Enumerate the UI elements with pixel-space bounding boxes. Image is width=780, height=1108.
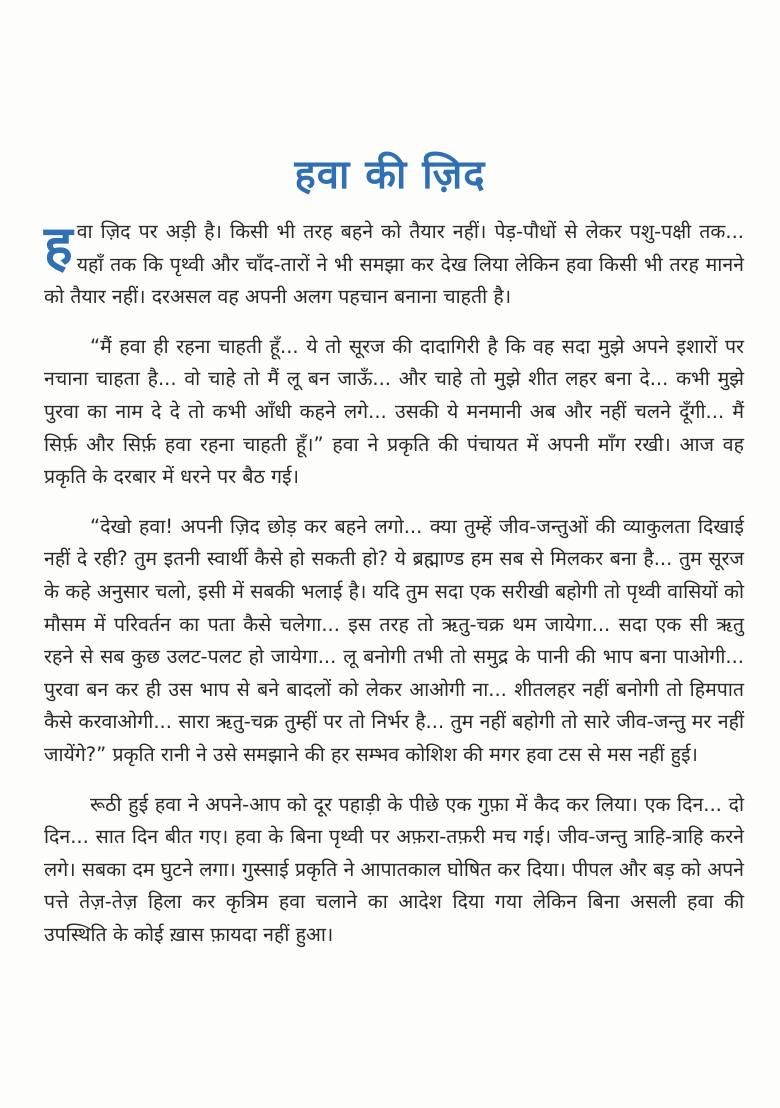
story-title: हवा की ज़िद [294, 151, 486, 198]
drop-cap: ह [44, 214, 73, 277]
paragraph-2: “मैं हवा ही रहना चाहती हूँ... ये तो सूरज की दादागिरी है कि वह सदा मुझे अपने इशारों पर नचाना चाहता है... वो चाहे तो मैं लू बन जाऊँ... और चाहे तो मुझे शीत लहर बना दे... कभी मुझे पुरवा का नाम दे दे तो कभी आँधी कहने लगे... उसकी ये मनमानी अब और नहीं चलने दूँगी... मैं सिर्फ़ और सिर्फ़ हवा रहना चाहती हूँ।” हवा ने प्रकृति की पंचायत में अपनी माँग रखी। आज वह प्रकृति के दरबार में धरने पर बैठ गई। [44, 334, 744, 489]
paragraph-4: रूठी हुई हवा ने अपने-आप को दूर पहाड़ी के पीछे एक गुफ़ा में कैद कर लिया। एक दिन... दो दिन... सात दिन बीत गए। हवा के बिना पृथ्वी पर अफ़रा-तफ़री मच गई। जीव-जन्तु त्राहि-त्राहि करने लगे। सबका दम घुटने लगा। गुस्साई प्रकृति ने आपातकाल घोषित कर दिया। पीपल और बड़ को अपने पत्ते तेज़-तेज़ हिला कर कृत्रिम हवा चलाने का आदेश दिया गया लेकिन बिना असली हवा की उपस्थिति के कोई ख़ास फ़ायदा नहीं हुआ। [44, 792, 744, 946]
story-body [44, 216, 744, 968]
paragraph-1 [44, 216, 744, 314]
paragraph-3: “देखो हवा! अपनी ज़िद छोड़ कर बहने लगो... क्या तुम्हें जीव-जन्तुओं की व्याकुलता दिखाई नहीं दे रही? तुम इतनी स्वार्थी कैसे हो सकती हो? ये ब्रह्माण्ड हम सब से मिलकर बना है... तुम सूरज के कहे अनुसार चलो, इसी में सबकी भलाई है। यदि तुम सदा एक सरीखी बहोगी तो पृथ्वी वासियों को मौसम में परिवर्तन का पता कैसे चलेगा... इस तरह तो ऋतु-चक्र थम जायेगा... सदा एक सी ऋतु रहने से सब कुछ उलट-पलट हो जायेगा... लू बनोगी तभी तो समुद्र के पानी की भाप बना पाओगी... पुरवा बन कर ही उस भाप से बने बादलों को लेकर आओगी ना... शीतलहर नहीं बनोगी तो हिमपात कैसे करवाओगी... सारा ऋतु-चक्र तुम्हीं पर तो निर्भर है... तुम नहीं बहोगी तो सारे जीव-जन्तु मर नहीं जायेंगे?” प्रकृति रानी ने उसे समझाने की हर सम्भव कोशिश की मगर हवा टस से मस नहीं हुई। [44, 514, 744, 766]
paragraph-1-text: वा ज़िद पर अड़ी है। किसी भी तरह बहने को तैयार नहीं। पेड़-पौधों से लेकर पशु-पक्षी तक... यहाँ तक कि पृथ्वी और चाँद-तारों ने भी समझा कर देख लिया लेकिन हवा किसी भी तरह मानने को तैयार नहीं। दरअसल वह अपनी अलग पहचान बनाना चाहती है। [44, 220, 744, 309]
